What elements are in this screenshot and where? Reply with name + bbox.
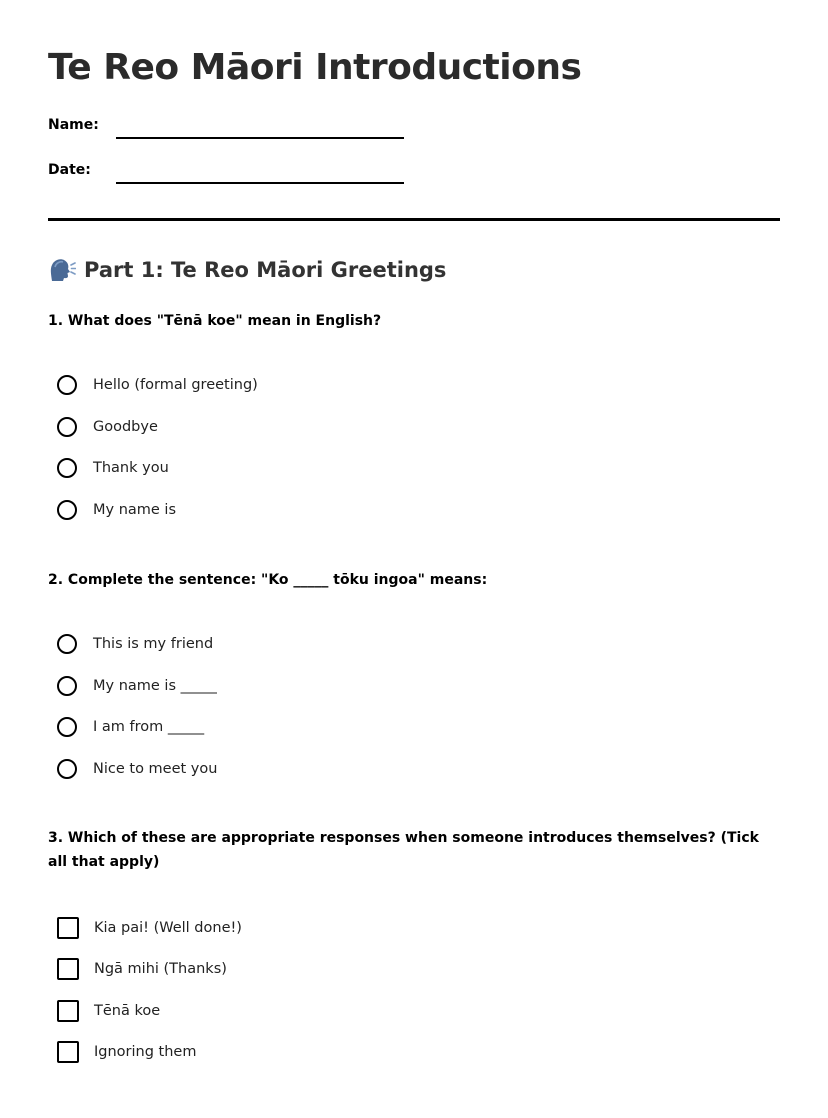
option-label: My name is bbox=[93, 502, 177, 518]
option-label: Nice to meet you bbox=[93, 761, 218, 777]
name-input-line[interactable] bbox=[116, 137, 404, 139]
speaking-head-icon bbox=[48, 257, 76, 283]
q3-option-1[interactable] bbox=[57, 915, 242, 941]
radio-button[interactable] bbox=[57, 634, 77, 654]
section-heading bbox=[48, 257, 446, 283]
option-label: My name is _____ bbox=[93, 678, 217, 694]
option-label: Goodbye bbox=[93, 419, 158, 435]
option-label: Hello (formal greeting) bbox=[93, 377, 258, 393]
checkbox[interactable] bbox=[57, 917, 79, 939]
name-field bbox=[48, 117, 408, 141]
checkbox[interactable] bbox=[57, 958, 79, 980]
q1-option-3[interactable] bbox=[57, 455, 169, 481]
radio-button[interactable] bbox=[57, 417, 77, 437]
radio-button[interactable] bbox=[57, 676, 77, 696]
q3-option-3[interactable] bbox=[57, 998, 160, 1024]
radio-button[interactable] bbox=[57, 717, 77, 737]
section-heading-text: Part 1: Te Reo Māori Greetings bbox=[84, 258, 447, 282]
q3-option-4[interactable] bbox=[57, 1039, 196, 1065]
date-input-line[interactable] bbox=[116, 182, 404, 184]
header-divider bbox=[48, 218, 780, 221]
option-label: Kia pai! (Well done!) bbox=[94, 920, 242, 936]
checkbox[interactable] bbox=[57, 1000, 79, 1022]
page-title: Te Reo Māori Introductions bbox=[48, 47, 582, 88]
date-field bbox=[48, 162, 408, 186]
question-1-text: 1. What does "Tēnā koe" mean in English? bbox=[48, 313, 382, 329]
checkbox[interactable] bbox=[57, 1041, 79, 1063]
q1-option-1[interactable] bbox=[57, 372, 258, 398]
radio-button[interactable] bbox=[57, 375, 77, 395]
name-label: Name: bbox=[48, 117, 99, 133]
radio-button[interactable] bbox=[57, 500, 77, 520]
option-label: Tēnā koe bbox=[94, 1003, 161, 1019]
q2-option-4[interactable] bbox=[57, 756, 217, 782]
q2-option-1[interactable] bbox=[57, 631, 213, 657]
date-label: Date: bbox=[48, 162, 91, 178]
radio-button[interactable] bbox=[57, 759, 77, 779]
q2-option-2[interactable] bbox=[57, 673, 217, 699]
q1-option-2[interactable] bbox=[57, 414, 158, 440]
q1-option-4[interactable] bbox=[57, 497, 176, 523]
option-label: I am from _____ bbox=[93, 719, 205, 735]
option-label: Ignoring them bbox=[94, 1044, 197, 1060]
question-2-text: 2. Complete the sentence: "Ko _____ tōku ingoa" means: bbox=[48, 572, 488, 588]
option-label: Thank you bbox=[93, 460, 169, 476]
q2-option-3[interactable] bbox=[57, 714, 204, 740]
option-label: Ngā mihi (Thanks) bbox=[94, 961, 227, 977]
option-label: This is my friend bbox=[93, 636, 214, 652]
question-3-text: 3. Which of these are appropriate responses when someone introduces themselves? (Tick all that apply) bbox=[48, 830, 759, 870]
radio-button[interactable] bbox=[57, 458, 77, 478]
q3-option-2[interactable] bbox=[57, 956, 227, 982]
